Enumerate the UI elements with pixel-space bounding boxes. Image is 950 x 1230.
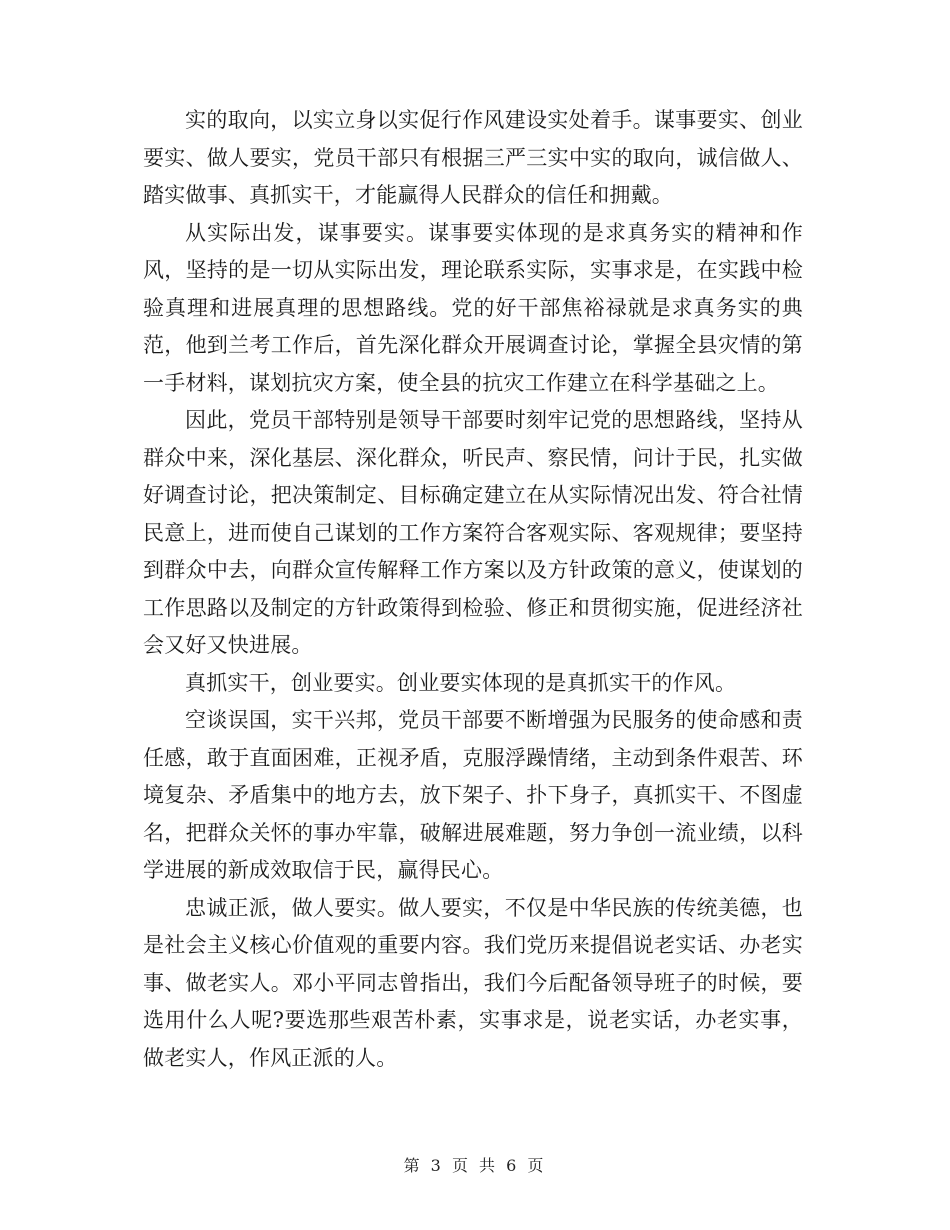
body-text xyxy=(143,102,803,1077)
paragraph: 实的取向，以实立身以实促行作风建设实处着手。谋事要实、创业要实、做人要实，党员干部只有根据三严三实中实的取向，诚信做人、踏实做事、真抓实干，才能赢得人民群众的信任和拥戴。 xyxy=(143,108,803,207)
paragraph: 从实际出发，谋事要实。谋事要实体现的是求真务实的精神和作风，坚持的是一切从实际出发，理论联系实际，实事求是，在实践中检验真理和进展真理的思想路线。党的好干部焦裕禄就是求真务实的典范，他到兰考工作后，首先深化群众开展调查讨论，掌握全县灾情的第一手材料，谋划抗灾方案，使全县的抗灾工作建立在科学基础之上。 xyxy=(143,220,803,395)
paragraph: 空谈误国，实干兴邦，党员干部要不断增强为民服务的使命感和责任感，敢于直面困难，正视矛盾，克服浮躁情绪，主动到条件艰苦、环境复杂、矛盾集中的地方去，放下架子、扑下身子，真抓实干、不图虚名，把群众关怀的事办牢靠，破解进展难题，努力争创一流业绩，以科学进展的新成效取信于民，赢得民心。 xyxy=(143,708,803,882)
paragraph: 真抓实干，创业要实。创业要实体现的是真抓实干的作风。 xyxy=(185,670,737,695)
paragraph: 因此，党员干部特别是领导干部要时刻牢记党的思想路线，坚持从群众中来，深化基层、深化群众，听民声、察民情，问计于民，扎实做好调查讨论，把决策制定、目标确定建立在从实际情况出发、符合社情民意上，进而使自己谋划的工作方案符合客观实际、客观规律；要坚持到群众中去，向群众宣传解释工作方案以及方针政策的意义，使谋划的工作思路以及制定的方针政策得到检验、修正和贯彻实施，促进经济社会又好又快进展。 xyxy=(143,408,803,657)
paragraph: 忠诚正派，做人要实。做人要实，不仅是中华民族的传统美德，也是社会主义核心价值观的重要内容。我们党历来提倡说老实话、办老实事、做老实人。邓小平同志曾指出，我们今后配备领导班子的时候，要选用什么人呢?要选那些艰苦朴素，实事求是，说老实话，办老实事，做老实人，作风正派的人。 xyxy=(143,895,803,1070)
page-number-footer: 第 3 页 共 6 页 xyxy=(403,1156,547,1175)
